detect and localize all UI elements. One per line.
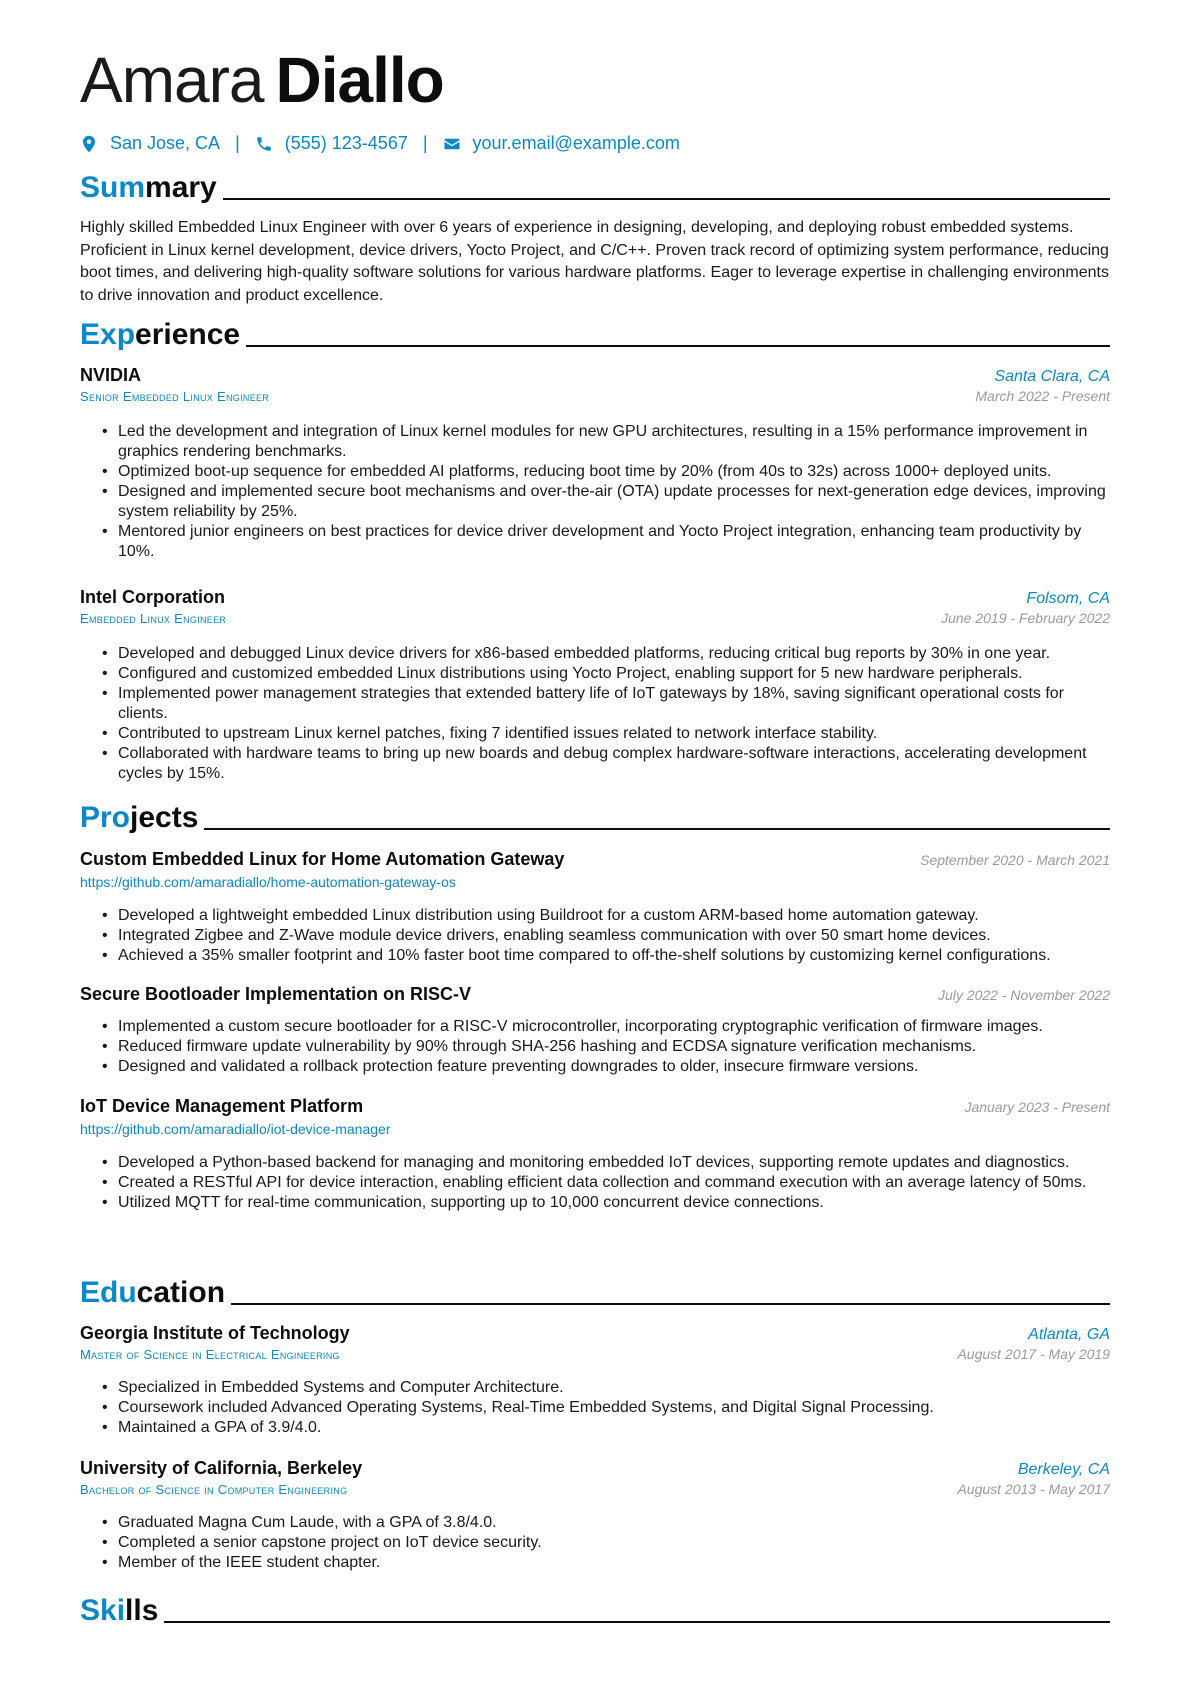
title-accent: Sum: [80, 171, 146, 204]
section-rule: [231, 1303, 1110, 1305]
education-bullets: [80, 1378, 1110, 1438]
section-rule: [223, 198, 1110, 200]
list-item: • Developed a Python-based backend for managing and monitoring embedded IoT devices, supporting remote updates and diagnostics.: [118, 1153, 1110, 1173]
education-bullets: [80, 1513, 1110, 1573]
list-item: • Created a RESTful API for device interaction, enabling efficient data collection and command execution with an average latency of 50ms.: [118, 1173, 1110, 1193]
email-link: your.email@example.com: [472, 133, 680, 153]
project-name: Custom Embedded Linux for Home Automation Gateway: [80, 849, 565, 869]
company-name: Intel Corporation: [80, 587, 225, 607]
section-title: [80, 170, 217, 206]
title-rest: erience: [135, 318, 241, 351]
school-name: University of California, Berkeley: [80, 1458, 363, 1478]
list-item: • Mentored junior engineers on best practices for device driver development and Yocto Project integration, enhancing team productivity by 10%.: [118, 522, 1110, 562]
list-item: • Developed and debugged Linux device drivers for x86-based embedded platforms, reducing critical bug reports by 30% in one year.: [118, 644, 1110, 664]
title-rest: jects: [130, 801, 199, 834]
title-accent: Edu: [80, 1276, 137, 1309]
project-bullets: [80, 906, 1110, 966]
list-item: • Completed a senior capstone project on IoT device security.: [118, 1533, 1110, 1553]
title-rest: cation: [136, 1276, 226, 1309]
summary-text: Highly skilled Embedded Linux Engineer with over 6 years of experience in designing, developing, and deploying robust embedded systems. Proficient in Linux kernel development, device drivers, Yocto Project, and C/C++. Proven track record of optimizing system performance, reducing boot times, and delivering high-quality software solutions for various hardware platforms. Eager to leverage expertise in challenging environments to drive innovation and product excellence.: [80, 219, 1109, 304]
envelope-icon: [443, 135, 461, 153]
degree: Master of Science in Electrical Engineering: [80, 1347, 340, 1362]
section-title: [80, 1593, 158, 1629]
contact-location: [80, 133, 220, 154]
phone-text: (555) 123-4567: [284, 133, 408, 153]
job-dates: June 2019 - February 2022: [941, 610, 1110, 626]
school-location: Atlanta, GA: [1028, 1326, 1110, 1343]
job-dates: March 2022 - Present: [975, 388, 1110, 404]
school-name: Georgia Institute of Technology: [80, 1323, 350, 1343]
title-accent: Pro: [80, 801, 131, 834]
list-item: • Maintained a GPA of 3.9/4.0.: [118, 1418, 1110, 1438]
list-item: • Integrated Zigbee and Z-Wave module device drivers, enabling seamless communication with over 50 smart home devices.: [118, 926, 1110, 946]
list-item: • Specialized in Embedded Systems and Computer Architecture.: [118, 1378, 1110, 1398]
list-item: • Designed and validated a rollback protection feature preventing downgrades to older, insecure firmware versions.: [118, 1057, 1110, 1077]
job-bullets: [80, 422, 1110, 562]
title-accent: Ski: [80, 1594, 126, 1627]
section-rule: [246, 345, 1110, 347]
list-item: • Utilized MQTT for real-time communication, supporting up to 10,000 concurrent device connections.: [118, 1193, 1110, 1213]
project-dates: July 2022 - November 2022: [938, 987, 1110, 1003]
list-item: • Graduated Magna Cum Laude, with a GPA of 3.8/4.0.: [118, 1513, 1110, 1533]
job-bullets: [80, 644, 1110, 784]
project-entry: [80, 984, 1110, 1077]
list-item: • Implemented power management strategies that extended battery life of IoT gateways by 18%, saving significant operational costs for clients.: [118, 684, 1110, 724]
job-entry: [80, 365, 1110, 562]
contact-email[interactable]: [443, 133, 680, 154]
project-name: Secure Bootloader Implementation on RISC-V: [80, 984, 472, 1004]
project-bullets: [80, 1153, 1110, 1213]
list-item: • Achieved a 35% smaller footprint and 10% faster boot time compared to off-the-shelf solutions by customizing kernel configurations.: [118, 946, 1110, 966]
list-item: • Designed and implemented secure boot mechanisms and over-the-air (OTA) update processes for next-generation edge devices, improving system reliability by 25%.: [118, 482, 1110, 522]
project-entry: [80, 849, 1110, 966]
list-item: • Reduced firmware update vulnerability by 90% through SHA-256 hashing and ECDSA signature verification mechanisms.: [118, 1037, 1110, 1057]
list-item: • Contributed to upstream Linux kernel patches, fixing 7 identified issues related to network interface stability.: [118, 724, 1110, 744]
summary-heading: [80, 170, 1110, 206]
project-name: IoT Device Management Platform: [80, 1096, 364, 1116]
section-title: [80, 317, 240, 353]
list-item: • Coursework included Advanced Operating Systems, Real-Time Embedded Systems, and Digital Signal Processing.: [118, 1398, 1110, 1418]
section-rule: [164, 1621, 1110, 1623]
list-item: • Led the development and integration of Linux kernel modules for new GPU architectures, resulting in a 15% performance improvement in graphics rendering benchmarks.: [118, 422, 1110, 462]
section-title: [80, 800, 198, 836]
list-item: • Developed a lightweight embedded Linux distribution using Buildroot for a custom ARM-based home automation gateway.: [118, 906, 1110, 926]
phone-icon: [255, 135, 273, 153]
project-link[interactable]: https://github.com/amaradiallo/home-automation-gateway-os: [80, 874, 456, 890]
education-entry: [80, 1323, 1110, 1438]
project-entry: [80, 1096, 1110, 1213]
contact-line: [80, 133, 680, 154]
education-dates: August 2013 - May 2017: [957, 1481, 1110, 1497]
project-dates: January 2023 - Present: [964, 1099, 1110, 1115]
projects-heading: [80, 800, 1110, 836]
contact-separator: |: [235, 133, 240, 153]
job-entry: [80, 587, 1110, 784]
project-bullets: [80, 1017, 1110, 1077]
list-item: • Configured and customized embedded Linux distributions using Yocto Project, enabling support for 5 new hardware peripherals.: [118, 664, 1110, 684]
education-entry: [80, 1458, 1110, 1573]
section-rule: [204, 828, 1110, 830]
candidate-name: [80, 40, 444, 120]
education-dates: August 2017 - May 2019: [957, 1346, 1110, 1362]
contact-separator: |: [422, 133, 428, 153]
degree: Bachelor of Science in Computer Engineering: [80, 1482, 348, 1497]
title-accent: Exp: [80, 318, 136, 351]
title-rest: mary: [145, 171, 217, 204]
experience-heading: [80, 317, 1110, 353]
company-name: NVIDIA: [80, 365, 142, 385]
education-heading: [80, 1275, 1110, 1311]
location-text: San Jose, CA: [110, 133, 221, 153]
map-pin-icon: [80, 135, 98, 153]
list-item: • Optimized boot-up sequence for embedded AI platforms, reducing boot time by 20% (from 40s to 32s) across 1000+ deployed units.: [118, 462, 1110, 482]
job-location: Santa Clara, CA: [994, 368, 1110, 385]
job-role: Senior Embedded Linux Engineer: [80, 389, 270, 404]
contact-phone[interactable]: [255, 133, 408, 154]
project-dates: September 2020 - March 2021: [920, 852, 1110, 868]
project-link[interactable]: https://github.com/amaradiallo/iot-device-manager: [80, 1121, 391, 1137]
job-location: Folsom, CA: [1026, 590, 1110, 607]
list-item: • Collaborated with hardware teams to bring up new boards and debug complex hardware-software interactions, accelerating development cycles by 15%.: [118, 744, 1110, 784]
title-rest: lls: [125, 1594, 159, 1627]
job-role: Embedded Linux Engineer: [80, 611, 227, 626]
section-title: [80, 1275, 225, 1311]
school-location: Berkeley, CA: [1017, 1461, 1110, 1478]
list-item: • Implemented a custom secure bootloader for a RISC-V microcontroller, incorporating cryptographic verification of firmware images.: [118, 1017, 1110, 1037]
skills-heading: [80, 1593, 1110, 1629]
last-name: Diallo: [275, 44, 444, 116]
first-name: Amara: [80, 44, 264, 116]
list-item: • Member of the IEEE student chapter.: [118, 1553, 1110, 1573]
